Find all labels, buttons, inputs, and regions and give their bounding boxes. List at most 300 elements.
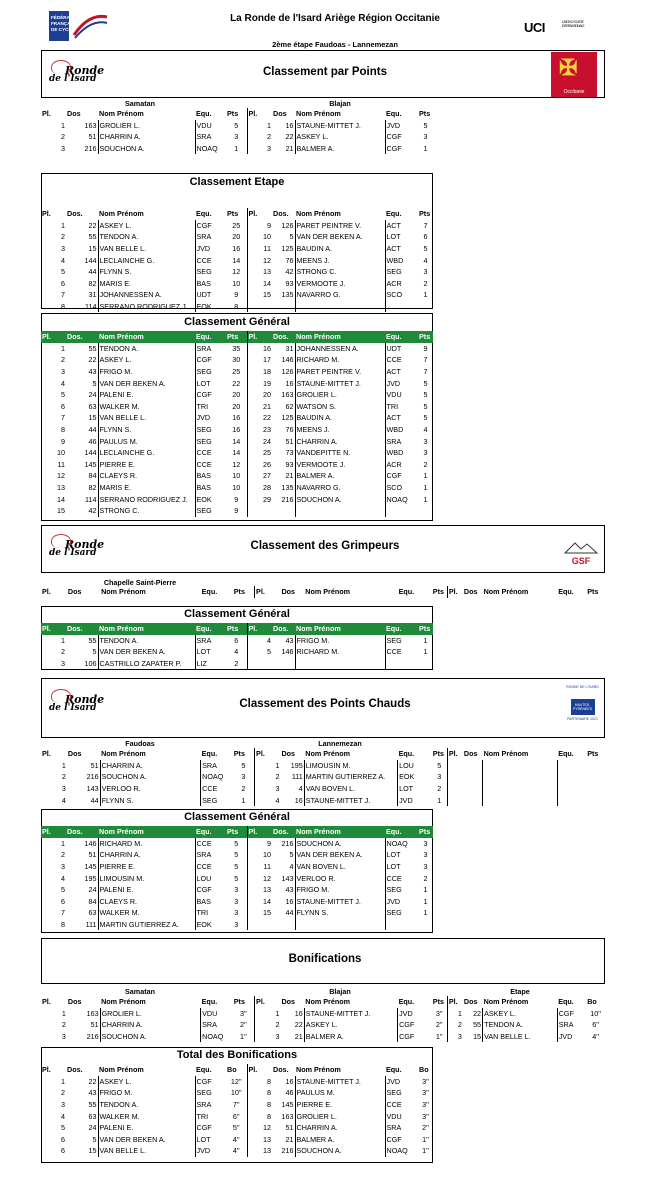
- table-cell: SEG: [385, 1087, 418, 1099]
- table-cell: 20: [232, 390, 241, 400]
- table-cell: 55: [473, 1020, 482, 1030]
- uci-small: UNION CYCLISTE INTERNATIONALE: [562, 20, 585, 28]
- table-cell: 5: [289, 232, 294, 242]
- table-cell: EOK: [195, 919, 226, 931]
- bike-icon: [51, 689, 71, 703]
- table-cell: 8: [61, 425, 65, 435]
- table-cell: 16: [247, 343, 272, 355]
- table-cell: TENDON A.: [483, 1019, 558, 1031]
- table-cell: 1: [61, 838, 65, 848]
- table-cell: 5: [423, 244, 428, 254]
- header-cell: Nom Prénom: [98, 331, 195, 343]
- grimpeurs-title: Classement des Grimpeurs: [250, 540, 400, 552]
- table-cell: 15: [473, 1032, 482, 1042]
- table-cell: FRIGO M.: [295, 635, 385, 647]
- empty-cell: [447, 783, 463, 795]
- table-cell: 7: [423, 367, 428, 377]
- header-cell: Dos.: [66, 331, 98, 343]
- etape-title: Classement Etape: [189, 176, 285, 188]
- table-row: [41, 435, 433, 447]
- ffc-line: DE CYCLISME: [51, 27, 83, 32]
- table-cell: SEG: [385, 266, 418, 278]
- table-cell: 16: [232, 413, 241, 423]
- table-cell: MARIS E.: [98, 278, 195, 290]
- table-cell: CLAEYS R.: [98, 470, 195, 482]
- table-cell: STRONG C.: [295, 266, 385, 278]
- header-cell: Pts: [418, 826, 433, 838]
- table-cell: VAN DER BEKEN A.: [295, 849, 385, 861]
- page-title: La Ronde de l'Isard Ariège Région Occitanie: [230, 13, 440, 24]
- empty-cell: [557, 760, 586, 772]
- table-cell: JVD: [398, 1008, 432, 1020]
- table-cell: 16: [294, 795, 303, 805]
- table-cell: 9: [61, 436, 65, 446]
- table-cell: CGF: [385, 143, 418, 155]
- table-cell: 4'': [592, 1032, 599, 1042]
- table-cell: 8: [61, 920, 65, 930]
- table-cell: 4: [423, 255, 428, 265]
- table-cell: 51: [90, 1020, 99, 1030]
- table-cell: 51: [90, 760, 99, 770]
- table-cell: 1: [423, 647, 428, 657]
- empty-cell: [483, 760, 558, 772]
- table-cell: 13: [57, 483, 65, 493]
- table-cell: 7: [423, 220, 428, 230]
- table-row: [41, 907, 433, 919]
- header-cell: Dos.: [272, 826, 295, 838]
- header-cell: Pts: [419, 109, 431, 119]
- table-cell: 13: [247, 266, 272, 278]
- table-cell: TENDON A.: [98, 231, 195, 243]
- header-cell: Nom Prénom: [296, 209, 341, 219]
- table-cell: MEENS J.: [295, 254, 385, 266]
- table-cell: 4: [61, 255, 65, 265]
- table-cell: 3: [247, 143, 272, 155]
- table-cell: 19: [247, 377, 272, 389]
- total-table: [41, 1064, 433, 1157]
- table-cell: SOUCHON A.: [295, 1145, 385, 1157]
- table-cell: VDU: [385, 389, 418, 401]
- table-cell: 31: [285, 343, 294, 353]
- table-cell: 6: [61, 401, 65, 411]
- table-row: [41, 760, 605, 772]
- table-cell: LIZ: [195, 658, 226, 670]
- header-cell: Equ.: [386, 1065, 402, 1075]
- table-cell: 11: [247, 861, 272, 873]
- table-cell: 145: [84, 459, 97, 469]
- empty-cell: [557, 771, 586, 783]
- header-cell: Dos: [281, 997, 296, 1007]
- table-cell: BAUDIN A.: [295, 412, 385, 424]
- table-cell: [247, 919, 272, 931]
- table-cell: 46: [285, 1088, 294, 1098]
- table-cell: 111: [85, 920, 97, 930]
- table-cell: 5: [92, 647, 97, 657]
- table-row: [41, 861, 433, 873]
- table-cell: UDT: [195, 289, 226, 301]
- table-cell: BAS: [195, 896, 226, 908]
- table-cell: 43: [285, 635, 294, 645]
- header-cell: Dos.: [273, 209, 289, 219]
- table-cell: 24: [88, 885, 97, 895]
- table-cell: 6: [61, 1146, 65, 1156]
- table-cell: 12: [247, 1122, 272, 1134]
- table-cell: 16: [285, 120, 294, 130]
- table-cell: JVD: [385, 377, 418, 389]
- header-cell: Dos: [273, 109, 287, 119]
- header-cell: Pl.: [42, 749, 51, 759]
- table-cell: NOAQ: [195, 143, 226, 155]
- empty-cell: [447, 760, 463, 772]
- table-cell: 6: [61, 896, 65, 906]
- table-cell: 8: [247, 1076, 272, 1088]
- table-cell: 63: [88, 1111, 97, 1121]
- table-cell: CHARRIN A.: [100, 1019, 201, 1031]
- table-cell: SCO: [385, 289, 418, 301]
- table-cell: 3: [423, 850, 428, 860]
- table-cell: 16: [285, 1076, 294, 1086]
- table-row: [41, 143, 433, 155]
- table-cell: 12: [232, 459, 241, 469]
- table-cell: 4: [255, 794, 281, 806]
- table-row: [41, 1122, 433, 1134]
- table-row: [41, 354, 433, 366]
- table-cell: 2: [61, 647, 65, 657]
- table-cell: CCE: [195, 459, 226, 471]
- table-cell: 51: [88, 850, 97, 860]
- table-cell: 2: [437, 784, 442, 794]
- grimp-general-table: [41, 623, 433, 669]
- table-cell: SEG: [195, 266, 226, 278]
- table-cell: GROLIER L.: [295, 1110, 385, 1122]
- table-cell: 3: [234, 920, 239, 930]
- table-cell: 1'': [240, 1032, 247, 1042]
- table-row: [41, 919, 433, 931]
- grimpeurs-table: [41, 586, 605, 598]
- table-cell: GROLIER L.: [295, 389, 385, 401]
- table-cell: 6: [61, 278, 65, 288]
- table-cell: 14: [57, 494, 65, 504]
- table-cell: 29: [247, 493, 272, 505]
- empty-cell: [557, 783, 586, 795]
- table-cell: 2: [61, 772, 66, 782]
- table-cell: WALKER M.: [98, 907, 195, 919]
- table-cell: SEG: [201, 794, 233, 806]
- table-cell: 216: [281, 494, 294, 504]
- table-header-row: [41, 826, 433, 838]
- table-cell: 3: [61, 1032, 66, 1042]
- table-cell: 5: [61, 885, 65, 895]
- table-cell: SEG: [385, 635, 418, 647]
- header-cell: Nom Prénom: [295, 331, 385, 343]
- table-cell: 26: [247, 459, 272, 471]
- table-cell: 3'': [422, 1076, 429, 1086]
- header-cell: Pl.: [247, 623, 272, 635]
- table-cell: NOAQ: [201, 1031, 233, 1043]
- table-row: [41, 447, 433, 459]
- table-cell: 2: [241, 784, 246, 794]
- table-row: [41, 1110, 433, 1122]
- empty-cell: [463, 771, 483, 783]
- table-cell: LOT: [195, 1134, 226, 1146]
- table-cell: PIERRE E.: [98, 459, 195, 471]
- table-cell: GROLIER L.: [98, 120, 195, 132]
- table-cell: 20: [232, 401, 241, 411]
- table-cell: [418, 505, 433, 517]
- table-cell: [247, 301, 272, 313]
- table-cell: 3: [447, 1031, 463, 1043]
- table-cell: 9: [423, 343, 428, 353]
- table-cell: SEG: [195, 424, 226, 436]
- chauds-label: Faudoas: [125, 739, 155, 748]
- table-cell: [385, 505, 418, 517]
- ffc-line: FÉDÉRATION: [51, 15, 81, 20]
- table-cell: 11: [57, 459, 65, 469]
- table-cell: 15: [88, 413, 97, 423]
- table-cell: 21: [294, 1032, 303, 1042]
- table-cell: 16: [232, 425, 241, 435]
- table-header-row: [41, 748, 605, 760]
- table-cell: 5: [423, 390, 428, 400]
- table-cell: 3: [423, 436, 428, 446]
- header-cell: Dos: [463, 997, 478, 1007]
- table-row: [41, 783, 605, 795]
- table-cell: SOUCHON A.: [295, 493, 385, 505]
- table-cell: BALMER A.: [295, 470, 385, 482]
- table-cell: 16: [285, 896, 294, 906]
- table-cell: ACT: [385, 243, 418, 255]
- table-cell: 7'': [232, 1100, 240, 1110]
- table-cell: LOU: [195, 872, 226, 884]
- table-cell: 146: [281, 647, 294, 657]
- table-cell: JVD: [195, 243, 226, 255]
- ronde-logo: Ronde de l'Isard: [49, 540, 104, 558]
- table-cell: 63: [88, 908, 97, 918]
- climb-label: Chapelle Saint-Pierre: [103, 578, 177, 587]
- table-cell: SEG: [385, 907, 418, 919]
- table-cell: 5: [61, 1123, 65, 1133]
- table-row: [41, 635, 433, 647]
- table-cell: 24: [247, 435, 272, 447]
- table-row: [41, 1087, 433, 1099]
- empty-cell: [447, 771, 463, 783]
- header-cell: Dos: [67, 997, 82, 1007]
- table-cell: SRA: [195, 1099, 226, 1111]
- header-cell: Dos: [67, 587, 82, 597]
- table-cell: ACT: [385, 366, 418, 378]
- table-cell: MEENS J.: [295, 424, 385, 436]
- table-cell: LOT: [195, 646, 226, 658]
- table-cell: 1: [61, 1008, 66, 1018]
- table-cell: 3'': [240, 1008, 247, 1018]
- table-cell: CASTRILLO ZAPATER P.: [98, 658, 195, 670]
- header-cell: Dos: [281, 749, 296, 759]
- table-cell: 28: [247, 482, 272, 494]
- table-cell: 2: [255, 1019, 281, 1031]
- table-cell: NOAQ: [385, 838, 418, 850]
- empty-cell: [483, 771, 558, 783]
- header-cell: Nom Prénom: [99, 109, 144, 119]
- table-cell: CGF: [195, 884, 226, 896]
- table-cell: 3'': [422, 1088, 429, 1098]
- header-cell: Pl.: [42, 109, 51, 119]
- table-cell: FRIGO M.: [98, 1087, 195, 1099]
- table-cell: 21: [285, 144, 294, 154]
- table-cell: PALENI E.: [98, 884, 195, 896]
- empty-cell: [463, 794, 483, 806]
- header-cell: Pl.: [247, 826, 272, 838]
- general-title: Classement Général: [184, 316, 290, 328]
- table-cell: 24: [88, 1123, 97, 1133]
- table-cell: 3: [423, 448, 428, 458]
- table-cell: 23: [247, 424, 272, 436]
- table-cell: 2: [61, 355, 65, 365]
- table-cell: 2: [61, 132, 65, 142]
- table-cell: SEG: [195, 1087, 226, 1099]
- table-cell: 2: [423, 459, 428, 469]
- header-cell: Pl.: [255, 586, 281, 598]
- table-cell: 5: [92, 1134, 97, 1144]
- table-cell: 46: [88, 436, 97, 446]
- table-cell: 1: [423, 290, 428, 300]
- table-cell: WALKER M.: [98, 1110, 195, 1122]
- header-cell: Pts: [587, 587, 599, 597]
- table-cell: VDU: [201, 1008, 233, 1020]
- table-cell: [272, 919, 295, 931]
- table-cell: 51: [88, 132, 97, 142]
- table-row: [41, 278, 433, 290]
- table-cell: 216: [86, 1032, 99, 1042]
- table-cell: UDT: [385, 343, 418, 355]
- chauds-general-table: [41, 826, 433, 930]
- table-cell: 3: [61, 659, 65, 669]
- table-cell: VAN BOVEN L.: [304, 783, 397, 795]
- sprint-label: Samatan: [125, 99, 155, 108]
- table-cell: [418, 658, 433, 670]
- table-cell: [385, 658, 418, 670]
- header-cell: Pl.: [247, 331, 272, 343]
- table-cell: CGF: [195, 389, 226, 401]
- table-cell: RICHARD M.: [295, 646, 385, 658]
- table-row: [41, 254, 433, 266]
- table-cell: 163: [86, 1008, 99, 1018]
- table-cell: 1: [447, 1008, 463, 1020]
- table-row: [41, 1008, 605, 1020]
- header-cell: Dos.: [66, 623, 98, 635]
- table-cell: SEG: [195, 366, 226, 378]
- table-cell: 3: [255, 1031, 281, 1043]
- table-cell: STAUNE-MITTET J.: [295, 377, 385, 389]
- empty-cell: [483, 783, 558, 795]
- header-cell: Dos.: [272, 623, 295, 635]
- table-cell: 125: [281, 244, 294, 254]
- empty-cell: [586, 783, 605, 795]
- table-cell: 3: [61, 1100, 65, 1110]
- header-cell: Pl.: [447, 748, 463, 760]
- table-cell: 4: [61, 378, 65, 388]
- table-row: [41, 493, 433, 505]
- table-cell: 1: [437, 795, 442, 805]
- table-cell: 1: [61, 120, 65, 130]
- table-cell: 42: [285, 267, 294, 277]
- table-cell: 22: [294, 1020, 303, 1030]
- header-cell: Equ.: [386, 209, 402, 219]
- table-cell: VAN BELLE L.: [98, 1145, 195, 1157]
- uci-logo: [524, 20, 585, 35]
- table-cell: SEG: [195, 505, 226, 517]
- table-cell: 3: [423, 862, 428, 872]
- table-cell: 4: [289, 862, 294, 872]
- table-cell: CCE: [195, 447, 226, 459]
- table-cell: CGF: [398, 1019, 432, 1031]
- table-cell: ASKEY L.: [98, 1076, 195, 1088]
- table-cell: SEG: [385, 884, 418, 896]
- table-cell: 15: [88, 1146, 97, 1156]
- table-cell: FLYNN S.: [98, 266, 195, 278]
- table-cell: NOAQ: [201, 771, 233, 783]
- table-cell: VAN DER BEKEN A.: [98, 1134, 195, 1146]
- table-cell: ACR: [385, 459, 418, 471]
- header-cell: Pl.: [42, 997, 51, 1007]
- table-cell: 8: [61, 302, 65, 312]
- table-row: [41, 849, 433, 861]
- header-cell: Equ.: [398, 997, 415, 1007]
- header-cell: Pl.: [255, 748, 281, 760]
- bike-icon: [51, 534, 71, 548]
- header-cell: Pts: [587, 749, 599, 759]
- header-cell: Equ.: [385, 623, 418, 635]
- header-cell: Equ.: [196, 209, 212, 219]
- ffc-line: FRANÇAISE: [51, 21, 78, 26]
- header-cell: Pts: [226, 623, 247, 635]
- table-cell: 51: [285, 436, 294, 446]
- table-cell: 3: [241, 772, 246, 782]
- table-cell: [295, 919, 385, 931]
- table-cell: 10'': [590, 1008, 601, 1018]
- header-cell: Equ.: [398, 587, 415, 597]
- table-cell: 143: [86, 784, 99, 794]
- header-cell: Nom Prénom: [295, 623, 385, 635]
- table-cell: 1: [423, 483, 428, 493]
- table-cell: JVD: [385, 1076, 418, 1088]
- header-cell: Pl.: [41, 623, 66, 635]
- bonif-label: Etape: [510, 987, 530, 996]
- table-row: [41, 366, 433, 378]
- table-cell: 44: [285, 908, 294, 918]
- chauds-general-title: Classement Général: [184, 811, 290, 823]
- table-row: [41, 1145, 433, 1157]
- table-cell: [272, 658, 295, 670]
- table-cell: 12: [247, 872, 272, 884]
- table-cell: VAN DER BEKEN A.: [295, 231, 385, 243]
- table-cell: PAULUS M.: [98, 435, 195, 447]
- table-cell: LOT: [195, 377, 226, 389]
- table-cell: 16: [294, 1008, 303, 1018]
- header-cell: Nom Prénom: [305, 587, 351, 597]
- header-cell: Bo: [587, 997, 597, 1007]
- table-cell: 8: [247, 1087, 272, 1099]
- table-cell: [385, 301, 418, 313]
- table-cell: 5: [234, 120, 239, 130]
- header-cell: Pts: [227, 109, 239, 119]
- table-cell: 5: [234, 873, 239, 883]
- header-cell: Pl.: [42, 1065, 51, 1075]
- table-cell: 43: [88, 1088, 97, 1098]
- table-cell: 3: [423, 132, 428, 142]
- table-cell: 5: [423, 120, 428, 130]
- header-cell: Nom Prénom: [296, 109, 341, 119]
- table-cell: VERLOO R.: [100, 783, 201, 795]
